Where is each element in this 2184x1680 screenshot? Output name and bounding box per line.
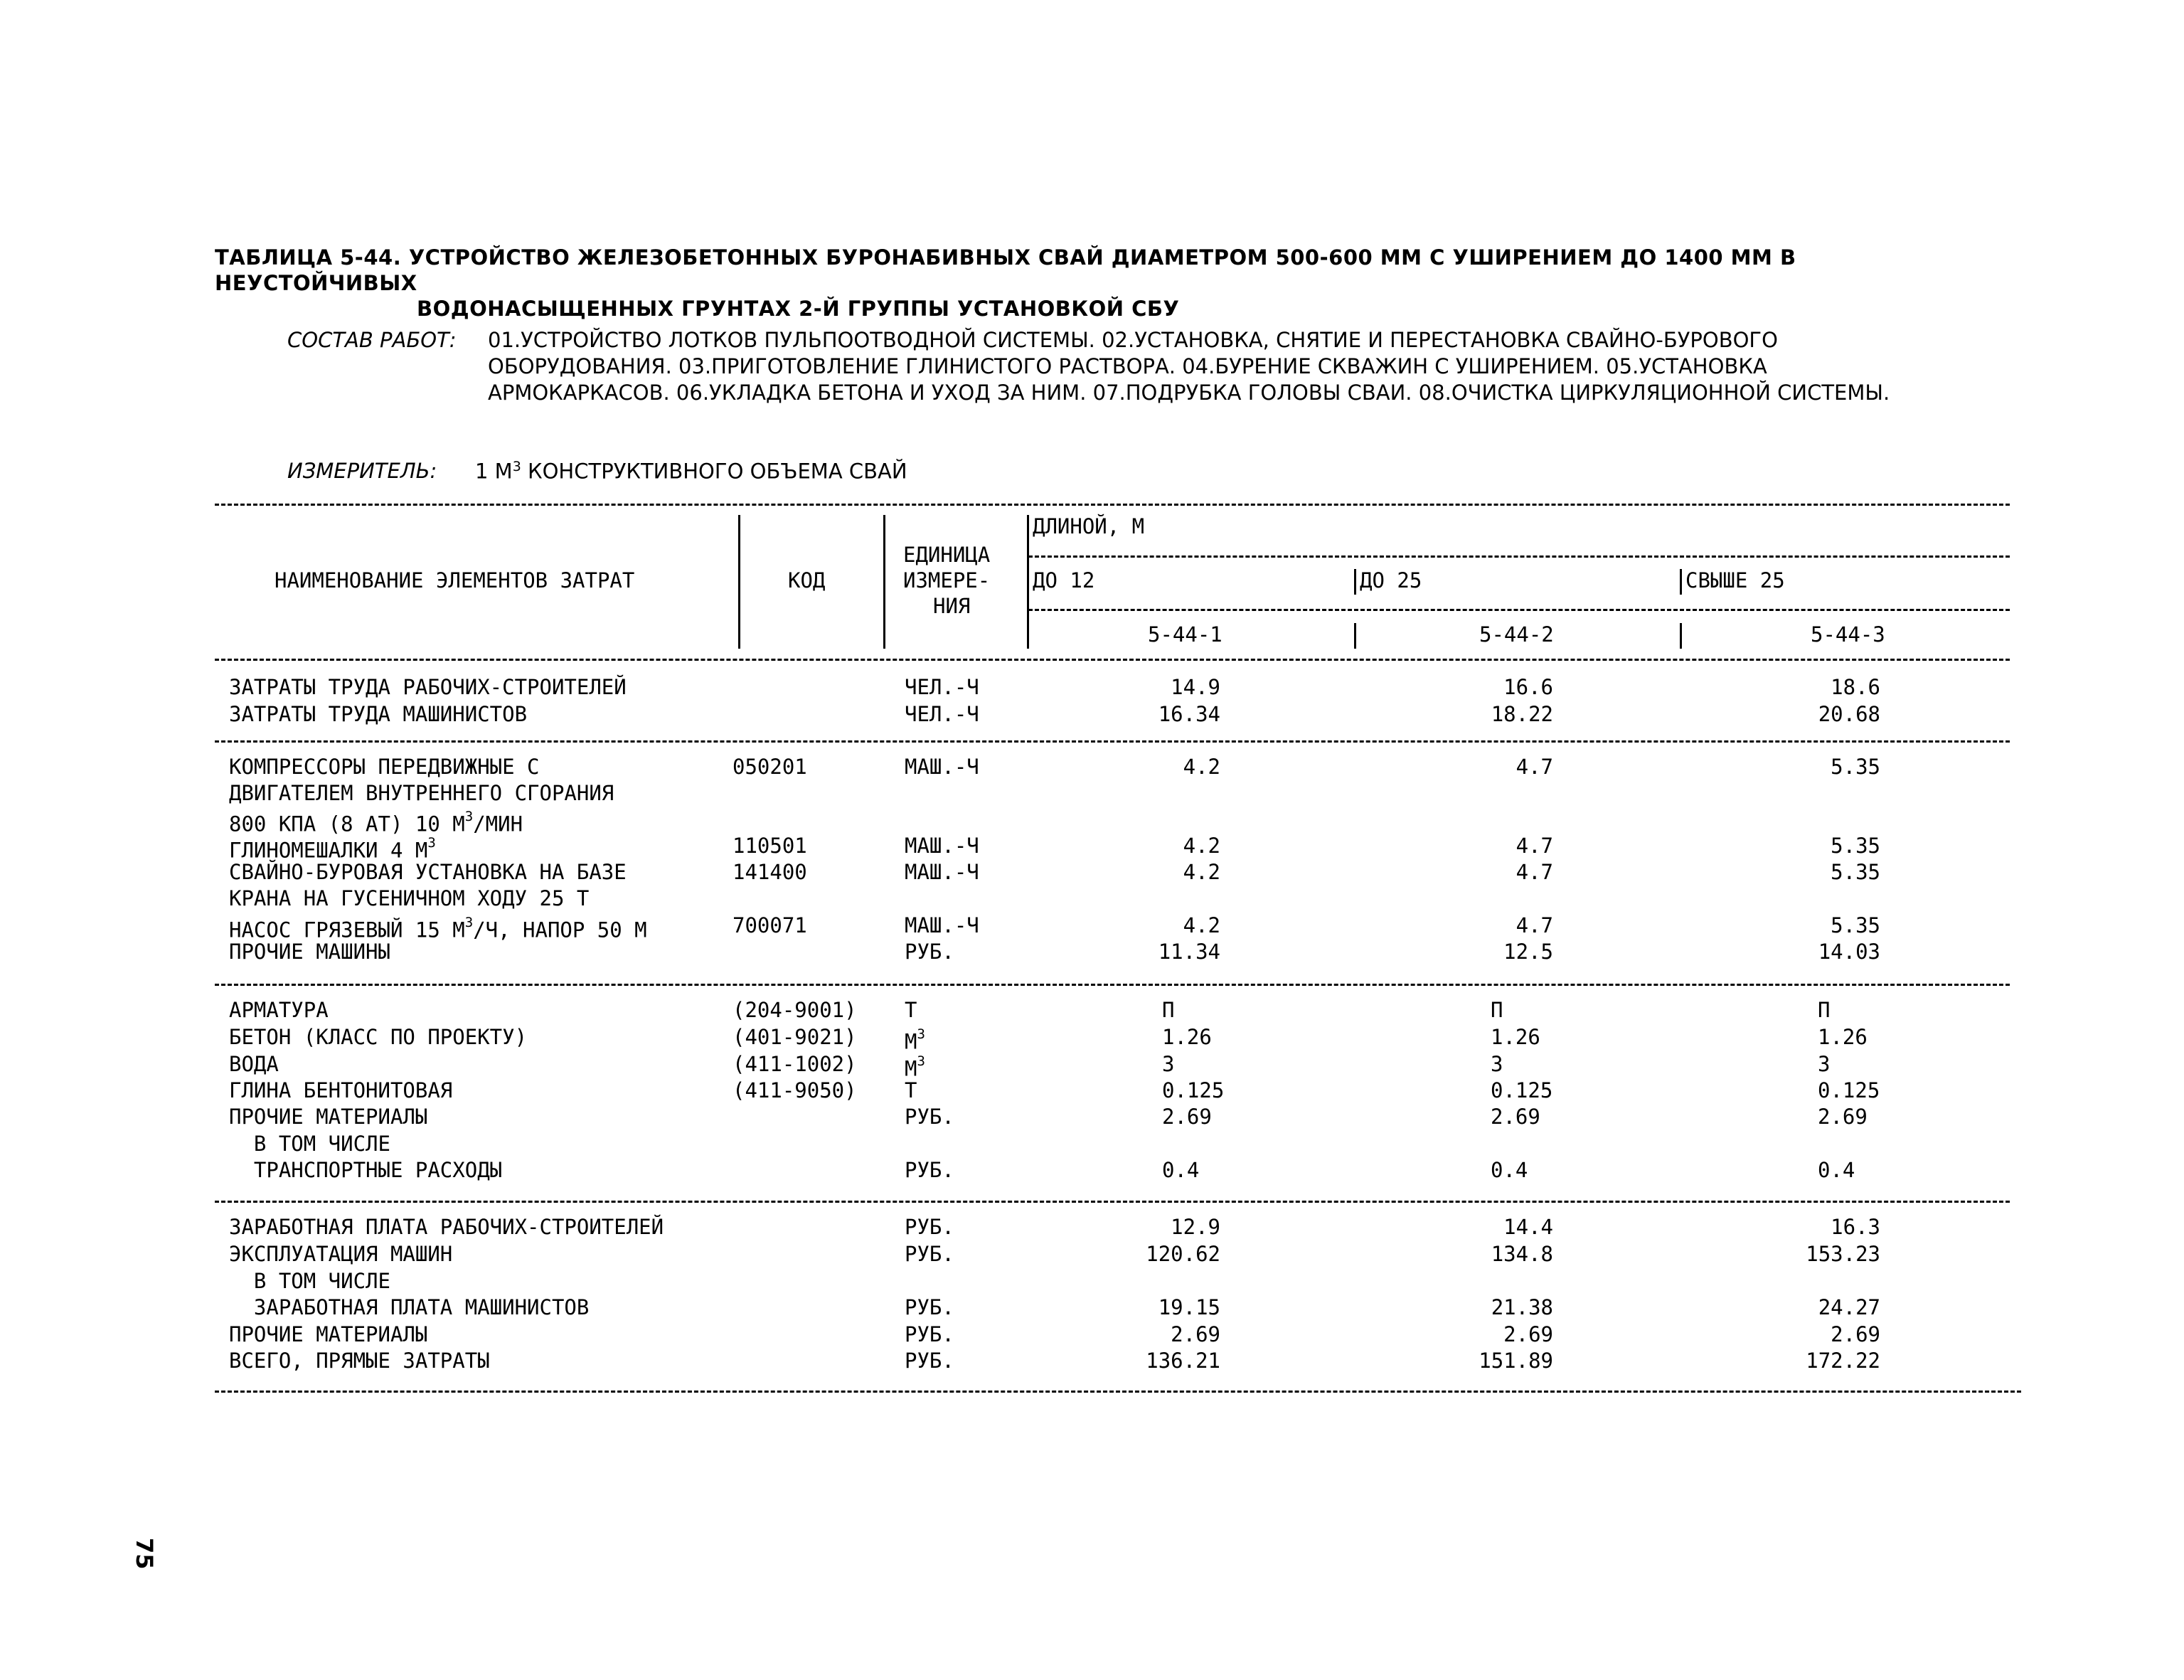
row-name [229,1131,390,1157]
header-code-3: 5-44-3 [1811,622,1885,647]
row-value-1: 136.21 [1146,1349,1220,1373]
header-code-1: 5-44-1 [1148,622,1222,647]
row-unit-text: РУБ. [905,1105,954,1129]
row-unit [905,701,979,727]
row-value-3: 1.26 [1818,1025,1868,1049]
row-name-text: ЗАТРАТЫ ТРУДА РАБОЧИХ-СТРОИТЕЛЕЙ [229,675,627,699]
row-value-3: 24.27 [1818,1295,1880,1319]
row-value-3: 18.6 [1831,675,1880,699]
row-value-3: 172.22 [1806,1349,1880,1373]
header-bar-4 [1354,569,1356,595]
row-value-3: 5.35 [1831,860,1880,884]
row-unit [905,833,979,858]
row-name [229,1024,527,1050]
row-value-3: 2.69 [1818,1105,1868,1129]
row-name [229,701,527,727]
row-value-2: 3 [1491,1052,1503,1076]
row-value-1: 4.2 [1183,913,1220,937]
row-name-text: АРМАТУРА [229,998,329,1022]
row-unit [905,913,979,938]
measure-value-prefix: 1 М [475,459,513,484]
row-unit [905,1294,954,1320]
row-name [229,1051,279,1077]
row-value-3: 153.23 [1806,1242,1880,1266]
row-unit-text: МАШ.-Ч [905,913,979,937]
row-name [229,886,589,911]
row-name-text: ЗАРАБОТНАЯ ПЛАТА РАБОЧИХ-СТРОИТЕЛЕЙ [229,1215,664,1239]
row-unit-text: Т [905,1078,917,1102]
row-code: 141400 [733,860,807,884]
row-name [229,754,540,780]
row-name-text: ГЛИНОМЕШАЛКИ 4 М [229,838,428,863]
row-code: (411-9050) [733,1078,857,1102]
composition-label: СОСТАВ РАБОТ: [287,328,457,352]
header-unit-1: ЕДИНИЦА [903,543,991,567]
row-value-1: П [1162,998,1175,1022]
header-col-3: СВЫШЕ 25 [1685,568,1785,592]
row-value-1: 0.125 [1162,1078,1225,1102]
row-name-text: ТРАНСПОРТНЫЕ РАСХОДЫ [229,1158,503,1182]
row-unit-text: ЧЕЛ.-Ч [905,702,979,726]
header-bar-7 [1680,623,1682,649]
header-bar-1 [738,515,740,649]
row-unit-text: РУБ. [905,1215,954,1239]
row-value-3: 5.35 [1831,755,1880,779]
row-code: 110501 [733,834,807,858]
rule-header-bottom [215,659,2010,661]
row-value-3: 3 [1818,1052,1831,1076]
row-name-text: КРАНА НА ГУСЕНИЧНОМ ХОДУ 25 Т [229,886,590,910]
measure-value [475,459,907,484]
header-bar-6 [1354,623,1356,649]
row-value-1: 4.2 [1183,755,1220,779]
row-value-2: 151.89 [1479,1349,1553,1373]
header-unit-2: ИЗМЕРЕ- [903,568,991,592]
row-unit [905,1157,954,1183]
row-name-text: ЗАРАБОТНАЯ ПЛАТА МАШИНИСТОВ [229,1295,590,1319]
row-value-2: 4.7 [1516,860,1553,884]
row-value-2: 18.22 [1491,702,1553,726]
row-value-3: 14.03 [1818,940,1880,964]
table-title [215,245,1993,321]
row-unit [905,1078,917,1103]
row-value-1: 120.62 [1146,1242,1220,1266]
rule-bottom [215,1391,2021,1393]
row-value-1: 12.9 [1171,1215,1220,1239]
row-name [229,1322,427,1347]
row-code: 050201 [733,755,807,779]
row-value-3: П [1818,998,1831,1022]
row-unit [905,1348,954,1373]
row-unit [905,1322,954,1347]
row-value-2: 12.5 [1503,940,1553,964]
row-unit [905,674,979,700]
row-name [229,1241,452,1267]
row-name-sup: 3 [464,809,474,824]
composition-text: 01.УСТРОЙСТВО ЛОТКОВ ПУЛЬПООТВОДНОЙ СИСТЕМЫ. 02.УСТАНОВКА, СНЯТИЕ И ПЕРЕСТАНОВКА СВАЙНО-БУРОВОГО ОБОРУДОВАНИЯ. 03.ПРИГОТОВЛЕНИЕ ГЛИНИСТОГО РАСТВОРА. 04.БУРЕНИЕ СКВАЖИН С УШИРЕНИЕМ. 05.УСТАНОВКА АРМОКАРКАСОВ. 06.УКЛАДКА БЕТОНА И УХОД ЗА НИМ. 07.ПОДРУБКА ГОЛОВЫ СВАИ. 08.ОЧИСТКА ЦИРКУЛЯЦИОННОЙ СИСТЕМЫ. [488,328,1890,405]
row-value-1: 4.2 [1183,834,1220,858]
rule-section-3 [215,1201,2010,1203]
row-name-text: СВАЙНО-БУРОВАЯ УСТАНОВКА НА БАЗЕ [229,860,627,884]
row-unit [905,997,917,1023]
row-name [229,1294,589,1320]
row-value-2: 1.26 [1491,1025,1540,1049]
row-unit [905,939,954,964]
row-name [229,859,627,885]
row-value-3: 2.69 [1831,1322,1880,1346]
header-bar-3 [1027,515,1029,649]
row-value-2: 134.8 [1491,1242,1553,1266]
row-name-text: В ТОМ ЧИСЛЕ [229,1269,390,1293]
row-value-1: 2.69 [1162,1105,1212,1129]
row-name-text: ПРОЧИЕ МАШИНЫ [229,940,390,964]
row-value-1: 16.34 [1158,702,1220,726]
row-code: (204-9001) [733,998,857,1022]
row-code: (411-1002) [733,1052,857,1076]
row-unit-text: МАШ.-Ч [905,834,979,858]
row-name-after: /МИН [473,812,523,836]
row-name-text: ВСЕГО, ПРЯМЫЕ ЗАТРАТЫ [229,1349,490,1373]
row-name-text: БЕТОН (КЛАСС ПО ПРОЕКТУ) [229,1025,528,1049]
row-value-3: 0.125 [1818,1078,1880,1102]
header-col-1: ДО 12 [1033,568,1095,592]
row-unit [905,1104,954,1129]
header-unit-3: НИЯ [933,594,971,618]
row-unit-text: РУБ. [905,1295,954,1319]
row-unit [905,1214,954,1240]
page-number: 75 [131,1538,158,1570]
row-value-1: 1.26 [1162,1025,1212,1049]
row-unit-sup: 3 [917,1026,925,1042]
header-code-2: 5-44-2 [1479,622,1554,647]
row-unit-text: ЧЕЛ.-Ч [905,675,979,699]
row-name-text: ДВИГАТЕЛЕМ ВНУТРЕННЕГО СГОРАНИЯ [229,781,614,805]
row-name-text: ВОДА [229,1052,279,1076]
row-value-3: 16.3 [1831,1215,1880,1239]
row-unit-text: МАШ.-Ч [905,860,979,884]
row-unit [905,1024,925,1055]
row-value-2: 4.7 [1516,755,1553,779]
row-name-text: ПРОЧИЕ МАТЕРИАЛЫ [229,1322,428,1346]
row-name [229,1104,427,1129]
row-unit [905,859,979,885]
row-name-sup: 3 [464,915,474,930]
rule-top [215,504,2010,506]
measure-value-sup: 3 [512,459,521,474]
row-unit [905,754,979,780]
row-value-2: 14.4 [1503,1215,1553,1239]
row-name-text: НАСОС ГРЯЗЕВЫЙ 15 М [229,918,465,942]
row-value-2: 21.38 [1491,1295,1553,1319]
row-name-text: 800 КПА (8 АТ) 10 М [229,812,465,836]
row-name [229,1268,390,1294]
row-value-2: 4.7 [1516,834,1553,858]
row-unit-text: Т [905,998,917,1022]
row-unit [905,1241,954,1267]
row-value-1: 11.34 [1158,940,1220,964]
row-name-text: В ТОМ ЧИСЛЕ [229,1132,390,1156]
row-value-2: 4.7 [1516,913,1553,937]
row-unit-text: РУБ. [905,1322,954,1346]
header-col-2: ДО 25 [1360,568,1422,592]
header-name: НАИМЕНОВАНИЕ ЭЛЕМЕНТОВ ЗАТРАТ [275,568,635,592]
row-name [229,674,627,700]
row-value-2: 0.4 [1491,1158,1528,1182]
row-value-3: 5.35 [1831,834,1880,858]
row-name [229,997,329,1023]
row-name-text: ГЛИНА БЕНТОНИТОВАЯ [229,1078,453,1102]
rule-section-1 [215,740,2010,743]
row-name [229,1348,490,1373]
row-value-1: 19.15 [1158,1295,1220,1319]
row-name [229,939,390,964]
title-line-2: ВОДОНАСЫЩЕННЫХ ГРУНТАХ 2-Й ГРУППЫ УСТАНОВКОЙ СБУ [417,297,1180,321]
row-value-2: 0.125 [1491,1078,1553,1102]
row-unit-text: МАШ.-Ч [905,755,979,779]
row-name-text: ПРОЧИЕ МАТЕРИАЛЫ [229,1105,428,1129]
row-unit-text: РУБ. [905,1349,954,1373]
row-value-1: 2.69 [1171,1322,1220,1346]
row-name-after: /Ч, НАПОР 50 М [473,918,647,942]
header-bar-5 [1680,569,1682,595]
row-unit-text: РУБ. [905,1158,954,1182]
row-value-1: 4.2 [1183,860,1220,884]
title-line-1: ТАБЛИЦА 5-44. УСТРОЙСТВО ЖЕЛЕЗОБЕТОННЫХ БУРОНАБИВНЫХ СВАЙ ДИАМЕТРОМ 500-600 ММ С УШИРЕНИЕМ ДО 1400 ММ В НЕУСТОЙЧИВЫХ [215,245,1796,295]
row-value-1: 3 [1162,1052,1175,1076]
header-code: КОД [788,568,826,592]
rule-header-codes [1028,609,2010,611]
row-value-1: 0.4 [1162,1158,1200,1182]
row-unit-sup: 3 [917,1053,925,1069]
row-name [229,1157,502,1183]
row-unit-text: М [905,1056,917,1081]
row-value-3: 20.68 [1818,702,1880,726]
row-name-text: КОМПРЕССОРЫ ПЕРЕДВИЖНЫЕ С [229,755,540,779]
row-value-2: 2.69 [1503,1322,1553,1346]
row-unit-text: РУБ. [905,1242,954,1266]
header-bar-2 [883,515,885,649]
measure-label: ИЗМЕРИТЕЛЬ: [287,459,437,483]
row-value-2: 2.69 [1491,1105,1540,1129]
row-value-2: 16.6 [1503,675,1553,699]
row-code: (401-9021) [733,1025,857,1049]
row-unit-text: М [905,1029,917,1054]
row-name [229,780,614,806]
row-name-text: ЭКСПЛУАТАЦИЯ МАШИН [229,1242,453,1266]
rule-section-2 [215,984,2010,986]
row-name-text: ЗАТРАТЫ ТРУДА МАШИНИСТОВ [229,702,528,726]
row-name [229,1214,664,1240]
header-length: ДЛИНОЙ, М [1033,514,1145,538]
row-unit-text: РУБ. [905,940,954,964]
rule-header-length [1028,555,2010,558]
row-code: 700071 [733,913,807,937]
row-value-2: П [1491,998,1503,1022]
row-value-3: 0.4 [1818,1158,1855,1182]
row-value-1: 14.9 [1171,675,1220,699]
measure-value-suffix: КОНСТРУКТИВНОГО ОБЪЕМА СВАЙ [521,459,907,484]
row-name-sup: 3 [427,835,436,851]
row-value-3: 5.35 [1831,913,1880,937]
row-name [229,1078,452,1103]
